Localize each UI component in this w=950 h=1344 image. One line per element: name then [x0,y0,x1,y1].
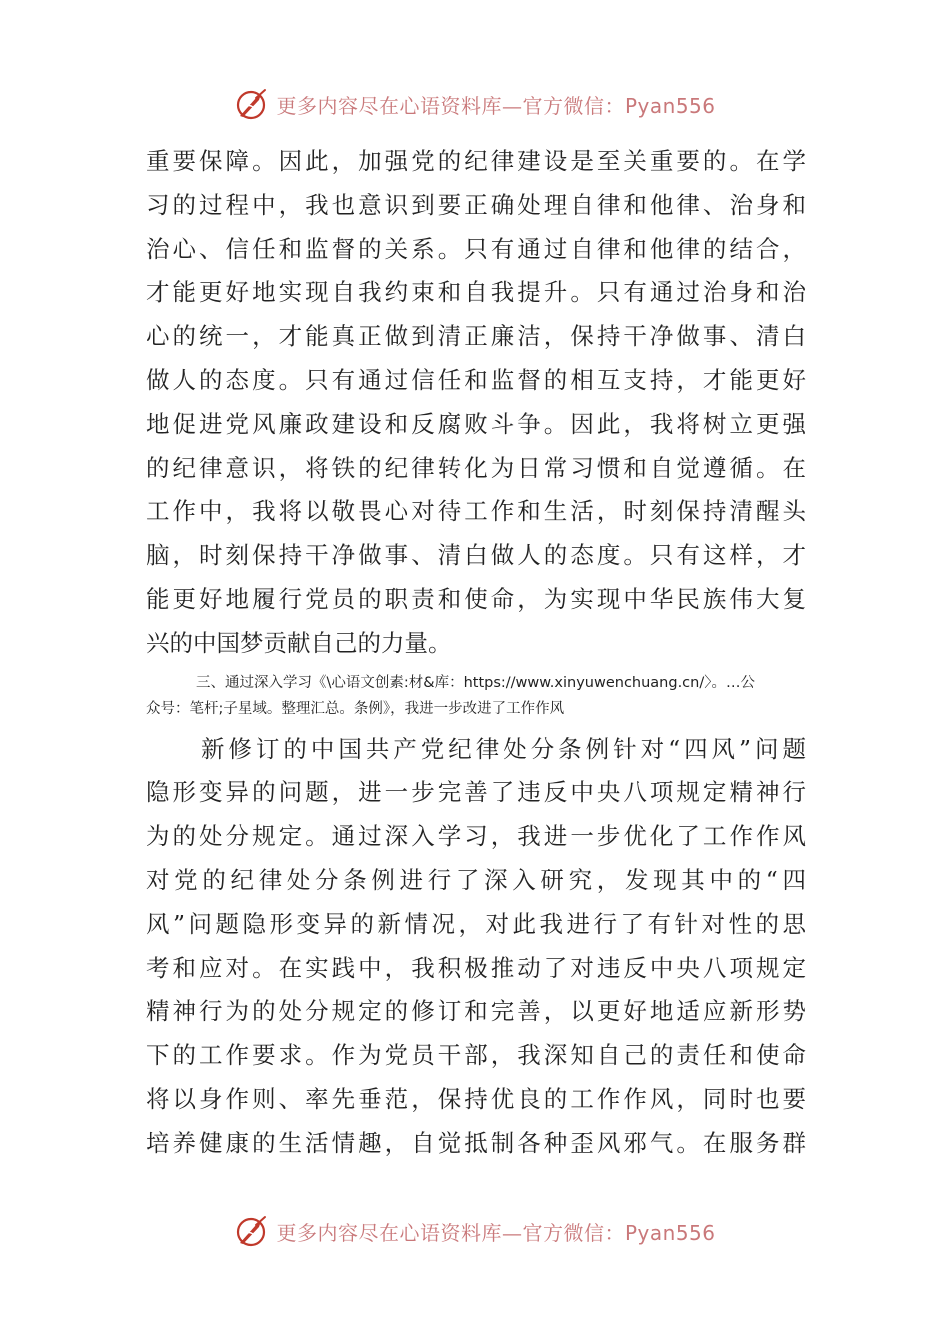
text-line: 才能更好地实现自我约束和自我提升。只有通过治身和治 [146,278,806,307]
text-line: 精神行为的处分规定的修订和完善，以更好地适应新形势 [146,997,806,1026]
header-banner [0,84,950,124]
text-line: 习的过程中，我也意识到要正确处理自律和他律、治身和 [146,190,806,219]
text-line: 地促进党风廉政建设和反腐败斗争。因此，我将树立更强 [146,409,806,438]
text-line: 做人的态度。只有通过信任和监督的相互支持，才能更好 [146,365,806,394]
text-line: 考和应对。在实践中，我积极推动了对违反中央八项规定 [146,953,806,982]
text-line: 风”问题隐形变异的新情况，对此我进行了有针对性的思 [146,909,806,938]
document-body [146,140,806,1166]
text-line: 重要保障。因此，加强党的纪律建设是至关重要的。在学 [146,147,806,175]
section-heading [146,670,806,722]
text-line: 兴的中国梦贡献自己的力量。 [146,628,452,657]
text-line: 将以身作则、率先垂范，保持优良的工作作风，同时也要 [146,1084,806,1113]
text-line: 心的统一，才能真正做到清正廉洁，保持干净做事、清白 [146,322,806,351]
pen-logo-icon [234,86,270,122]
text-line: 为的处分规定。通过深入学习，我进一步优化了工作作风 [146,822,806,851]
text-line: 脑，时刻保持干净做事、清白做人的态度。只有这样，才 [146,541,806,570]
footer-wechat-id: Pyan556 [624,1220,716,1245]
header-banner-text: 更多内容尽在心语资料库—官方微信：Pyan556 [276,93,716,118]
footer-banner-text: 更多内容尽在心语资料库—官方微信：Pyan556 [276,1220,716,1245]
footer-banner [0,1211,950,1251]
paragraph-1 [146,140,806,666]
pen-logo-icon [234,1213,270,1249]
text-line: 对党的纪律处分条例进行了深入研究，发现其中的“四 [146,865,806,894]
text-line: 下的工作要求。作为党员干部，我深知自己的责任和使命 [146,1041,806,1070]
text-line: 培养健康的生活情趣，自觉抵制各种歪风邪气。在服务群 [146,1128,806,1157]
text-line: 隐形变异的问题，进一步完善了违反中央八项规定精神行 [146,778,806,807]
header-wechat-id: Pyan556 [624,93,716,118]
paragraph-2 [146,728,806,1166]
text-line: 新修订的中国共产党纪律处分条例针对“四风”问题 [146,734,806,763]
section-heading-line-2: 众号：笔杆;子星域。整理汇总。条例》，我进一步改进了工作作风 [146,700,565,717]
text-line: 的纪律意识，将铁的纪律转化为日常习惯和自觉遵循。在 [146,453,806,482]
text-line: 工作中，我将以敬畏心对待工作和生活，时刻保持清醒头 [146,497,806,526]
text-line: 治心、信任和监督的关系。只有通过自律和他律的结合， [146,234,806,263]
section-heading-line-1: 三、通过深入学习《\心语文创素:材&库：https://www.xinyuwenchuang.cn/〉。…公 [196,674,755,691]
text-line: 能更好地履行党员的职责和使命，为实现中华民族伟大复 [146,584,806,613]
